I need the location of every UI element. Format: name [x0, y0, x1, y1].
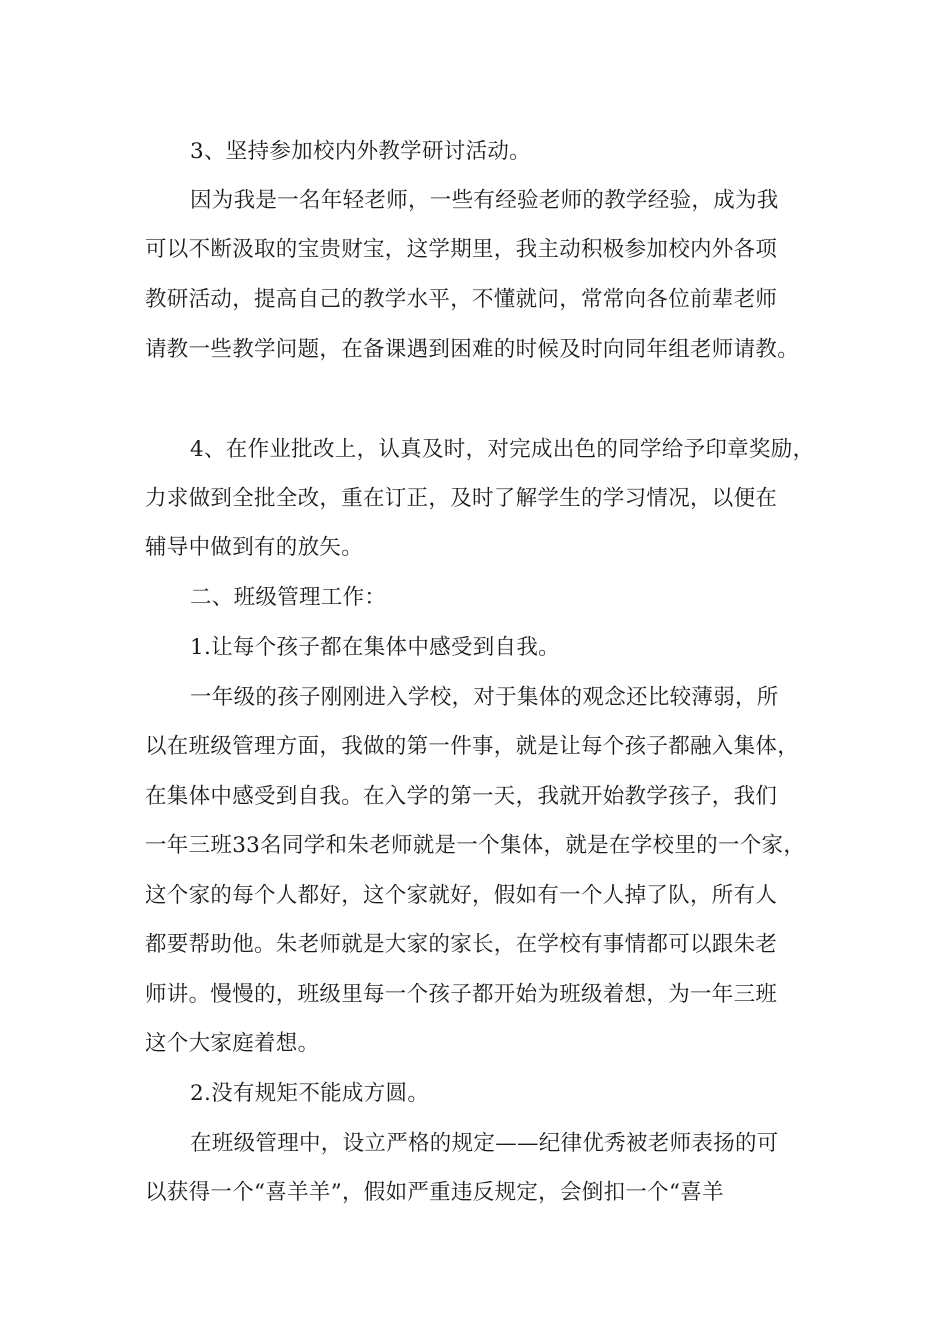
paragraph-line: 力求做到全批全改，重在订正，及时了解学生的学习情况，以便在	[145, 486, 778, 511]
paragraph-line: 一年级的孩子刚刚进入学校，对于集体的观念还比较薄弱，所	[190, 685, 779, 710]
paragraph-line: 都要帮助他。朱老师就是大家的家长，在学校有事情都可以跟朱老	[145, 932, 778, 957]
paragraph-line: 可以不断汲取的宝贵财宝，这学期里，我主动积极参加校内外各项	[145, 237, 778, 262]
paragraph-line: 这个大家庭着想。	[145, 1031, 320, 1056]
paragraph-line: 在班级管理中，设立严格的规定——纪律优秀被老师表扬的可	[190, 1131, 779, 1156]
paragraph-line: 教研活动，提高自己的教学水平，不懂就问，常常向各位前辈老师	[145, 287, 778, 312]
subsection-heading: 2.没有规矩不能成方圆。	[190, 1081, 430, 1106]
section-heading: 二、班级管理工作：	[190, 585, 387, 610]
paragraph-line: 以获得一个“喜羊羊”，假如严重违反规定，会倒扣一个“喜羊	[145, 1180, 724, 1205]
paragraph-line: 3、坚持参加校内外教学研讨活动。	[190, 139, 531, 164]
subsection-heading: 1.让每个孩子都在集体中感受到自我。	[190, 635, 560, 660]
paragraph-line: 师讲。慢慢的，班级里每一个孩子都开始为班级着想，为一年三班	[145, 982, 778, 1007]
paragraph-line: 请教一些教学问题，在备课遇到困难的时候及时向同年组老师请教。	[145, 337, 800, 362]
paragraph-line: 这个家的每个人都好，这个家就好，假如有一个人掉了队，所有人	[145, 883, 778, 908]
paragraph-line: 辅导中做到有的放矢。	[145, 535, 364, 560]
paragraph-line: 因为我是一名年轻老师，一些有经验老师的教学经验，成为我	[190, 188, 779, 213]
paragraph-line: 以在班级管理方面，我做的第一件事，就是让每个孩子都融入集体，	[145, 734, 800, 759]
paragraph-line: 在集体中感受到自我。在入学的第一天，我就开始教学孩子，我们	[145, 784, 778, 809]
paragraph-line: 一年三班33名同学和朱老师就是一个集体，就是在学校里的一个家，	[145, 833, 806, 858]
paragraph-line: 4、在作业批改上，认真及时，对完成出色的同学给予印章奖励，	[190, 437, 815, 462]
